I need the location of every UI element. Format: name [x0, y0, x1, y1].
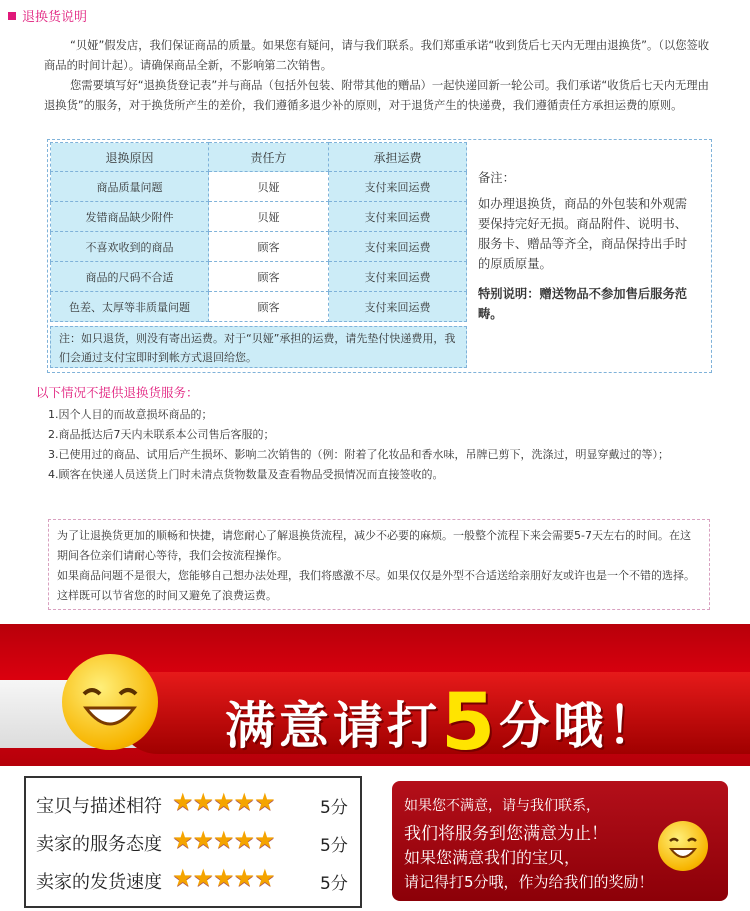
exclusions-list [48, 405, 718, 485]
list-item: 1.因个人目的而故意损坏商品的； [48, 408, 213, 421]
list-item: 4.顾客在快递人员送货上门时未清点货物数量及查看物品受损情况而直接签收的。 [48, 468, 444, 481]
remark-panel [478, 168, 688, 324]
message-line-3: 如果您满意我们的宝贝， [404, 848, 581, 867]
rating-label-description: 宝贝与描述相符 [36, 796, 162, 817]
cell-shipping: 支付来回运费 [329, 202, 467, 232]
table-header-row [51, 143, 467, 172]
square-bullet-icon [8, 12, 16, 20]
cell-responsible: 贝娅 [209, 202, 329, 232]
cell-shipping: 支付来回运费 [329, 172, 467, 202]
message-box [392, 781, 728, 901]
section-title [8, 6, 87, 25]
tips-paragraph-1: 为了让退换货更加的顺畅和快捷，请您耐心了解退换货流程，减少不必要的麻烦。一般整个流程下来会需要5-7天左右的时间。在这期间各位亲们请耐心等待，我们会按流程操作。 [57, 529, 691, 562]
list-item: 2.商品抵达后7天内未联系本公司售后客服的； [48, 428, 275, 441]
cell-reason: 色差、太厚等非质量问题 [51, 292, 209, 322]
rating-banner [0, 624, 750, 766]
cell-reason: 不喜欢收到的商品 [51, 232, 209, 262]
table-row [51, 172, 467, 202]
star-rating-icon: ★★★★★ [172, 788, 275, 816]
remark-body: 如办理退换货，商品的外包装和外观需要保持完好无损。商品附件、说明书、服务卡、赠品等齐全，商品保持出手时的原质原量。 [478, 197, 688, 271]
section-title-text: 退换货说明 [22, 10, 88, 25]
slogan-part-1: 满意请打 [225, 697, 441, 755]
table-row [51, 202, 467, 232]
slogan-part-2: 分哦！ [499, 697, 662, 755]
cell-shipping: 支付来回运费 [329, 292, 467, 322]
table-row [51, 232, 467, 262]
intro-paragraph-2: 您需要填写好“退换货登记表”并与商品（包括外包装、附带其他的赠品）一起快递回新一轮公司。我们承诺“收货后七天内无理由退换货”的服务，对于换货所产生的差价，我们遵循多退少补的原则，对于退货产生的快递费，我们遵循责任方承担运费的原则。 [44, 79, 709, 112]
smiley-face-icon [62, 654, 158, 750]
cell-shipping: 支付来回运费 [329, 232, 467, 262]
thumbs-up-smiley-icon [62, 654, 158, 750]
message-line-4: 请记得打5分哦，作为给我们的奖励！ [404, 873, 654, 891]
star-rating-icon: ★★★★★ [172, 864, 275, 892]
cell-responsible: 顾客 [209, 262, 329, 292]
cell-reason: 商品质量问题 [51, 172, 209, 202]
tips-paragraph-2: 如果商品问题不是很大，您能够自己想办法处理，我们将感激不尽。如果仅仅是外型不合适送给亲朋好友或许也是一个不错的选择。这样既可以节省您的时间又避免了浪费运费。 [57, 569, 695, 602]
list-item: 3.已使用过的商品、试用后产生损坏、影响二次销售的（例：附着了化妆品和香水味，吊牌已剪下，洗涤过，明显穿戴过的等）； [48, 448, 669, 461]
remark-title: 备注： [478, 171, 515, 185]
intro-text [44, 36, 716, 116]
table-row [51, 262, 467, 292]
star-rating-icon: ★★★★★ [172, 826, 275, 854]
cell-reason: 商品的尺码不合适 [51, 262, 209, 292]
rating-box [24, 776, 362, 908]
smiley-face-icon [658, 821, 708, 871]
slogan-number: 5 [441, 678, 500, 768]
rating-label-service: 卖家的服务态度 [36, 834, 162, 855]
exclusions-title: 以下情况不提供退换货服务： [36, 385, 199, 400]
tips-box [48, 519, 710, 610]
cell-shipping: 支付来回运费 [329, 262, 467, 292]
header-reason: 退换原因 [51, 143, 209, 172]
rating-label-shipping: 卖家的发货速度 [36, 872, 162, 893]
header-responsible: 责任方 [209, 143, 329, 172]
rating-score: 5分 [320, 836, 348, 856]
reason-table [50, 142, 467, 322]
cell-responsible: 顾客 [209, 292, 329, 322]
return-policy-table [47, 139, 712, 373]
special-note: 特别说明：赠送物品不参加售后服务范畴。 [478, 287, 688, 321]
cell-responsible: 顾客 [209, 232, 329, 262]
rating-score: 5分 [320, 798, 348, 818]
message-line-2: 我们将服务到您满意为止！ [404, 824, 608, 844]
header-shipping: 承担运费 [329, 143, 467, 172]
thumbs-up-smiley-icon [658, 821, 708, 871]
cell-responsible: 贝娅 [209, 172, 329, 202]
table-note: 注：如只退货，则没有寄出运费。对于“贝娅”承担的运费，请先垫付快递费用，我们会通过支付宝即时到帐方式退回给您。 [50, 326, 467, 368]
rating-score: 5分 [320, 874, 348, 894]
cell-reason: 发错商品缺少附件 [51, 202, 209, 232]
message-line-1: 如果您不满意，请与我们联系， [404, 798, 600, 814]
banner-slogan [225, 678, 661, 768]
table-row [51, 292, 467, 322]
intro-paragraph-1: “贝娅”假发店，我们保证商品的质量。如果您有疑问，请与我们联系。我们郑重承诺“收到货后七天内无理由退换货”。（以您签收商品的时间计起）。请确保商品全新，不影响第二次销售。 [44, 39, 710, 72]
